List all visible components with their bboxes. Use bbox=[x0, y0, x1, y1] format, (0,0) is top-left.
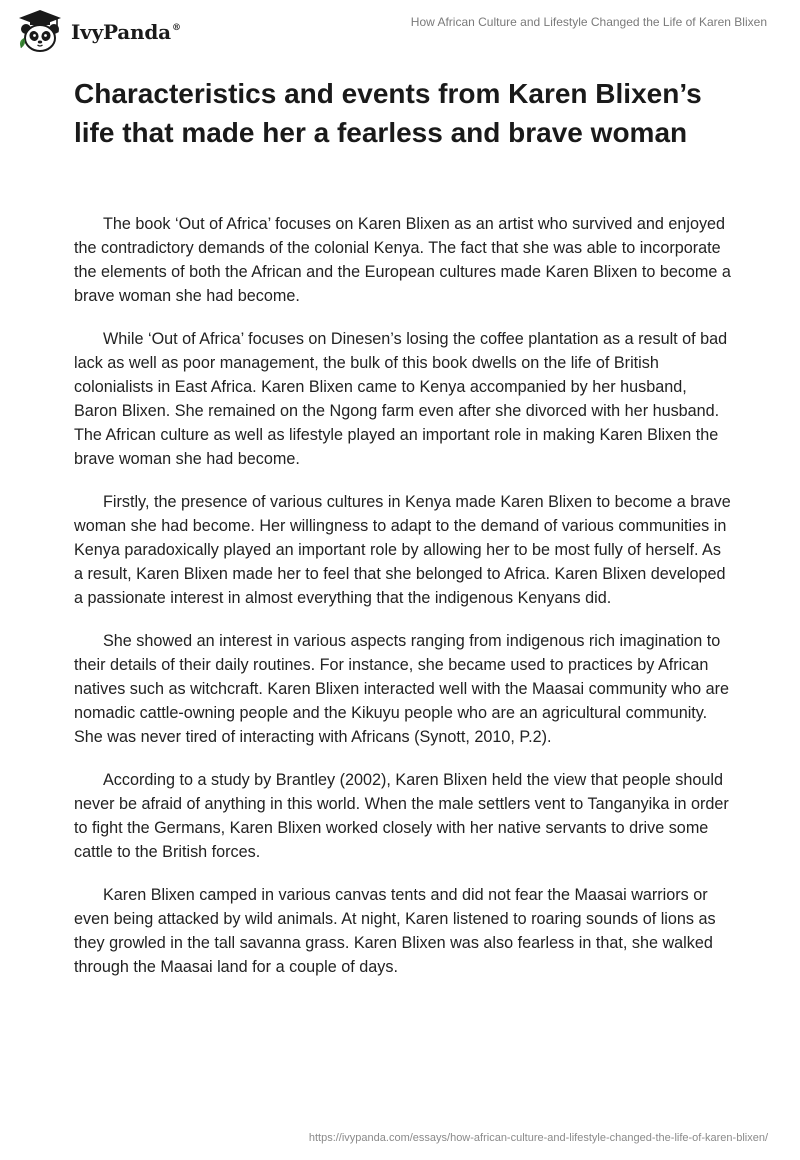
paragraph: Firstly, the presence of various cultures in Kenya made Karen Blixen to become a brave woman she had become. Her willingness to adapt to the demand of various communities in Kenya paradoxically played an important role by allowing her to be most fully of herself. As a result, Karen Blixen made her to feel that she belonged to Africa. Karen Blixen developed a passionate interest in almost everything that the indigenous Kenyans did. bbox=[74, 493, 731, 607]
source-url-link[interactable]: https://ivypanda.com/essays/how-african-culture-and-lifestyle-changed-the-life-of-karen-blixen/ bbox=[308, 1132, 768, 1144]
page-header bbox=[0, 0, 800, 60]
paragraph: While ‘Out of Africa’ focuses on Dinesen’s losing the coffee plantation as a result of bad lack as well as poor management, the bulk of this book dwells on the life of British colonialists in East Africa. Karen Blixen came to Kenya accompanied by her husband, Baron Blixen. She remained on the Ngong farm even after she divorced with her husband. The African culture as well as lifestyle played an important role in making Karen Blixen the brave woman she had become. bbox=[74, 330, 728, 468]
logo-wordmark: IvyPanda® bbox=[71, 20, 181, 44]
article-body bbox=[74, 212, 734, 998]
document-title: How African Culture and Lifestyle Changed the Life of Karen Blixen bbox=[410, 15, 767, 29]
ivypanda-logo[interactable] bbox=[15, 8, 181, 54]
paragraph: Karen Blixen camped in various canvas tents and did not fear the Maasai warriors or even being attacked by wild animals. At night, Karen listened to roaring sounds of lions as they growled in the tall savanna grass. Karen Blixen was also fearless in that, she walked through the Maasai land for a couple of days. bbox=[74, 886, 716, 976]
panda-graduate-icon bbox=[15, 8, 65, 54]
paragraph: The book ‘Out of Africa’ focuses on Karen Blixen as an artist who survived and enjoyed the contradictory demands of the colonial Kenya. The fact that she was able to incorporate the elements of both the African and the European cultures made Karen Blixen to become a brave woman she had become. bbox=[74, 215, 731, 305]
paragraph: According to a study by Brantley (2002), Karen Blixen held the view that people should never be afraid of anything in this world. When the male settlers vent to Tanganyika in order to fight the Germans, Karen Blixen worked closely with her native servants to drive some cattle to the British forces. bbox=[74, 771, 729, 861]
paragraph: She showed an interest in various aspects ranging from indigenous rich imagination to their details of their daily routines. For instance, she became used to practices by African natives such as witchcraft. Karen Blixen interacted well with the Maasai community who are nomadic cattle-owning people and the Kikuyu people who are an agricultural community. She was never tired of interacting with Africans (Synott, 2010, P.2). bbox=[74, 632, 729, 746]
article-heading: Characteristics and events from Karen Blixen’s life that made her a fearless and brave woman bbox=[74, 78, 702, 148]
